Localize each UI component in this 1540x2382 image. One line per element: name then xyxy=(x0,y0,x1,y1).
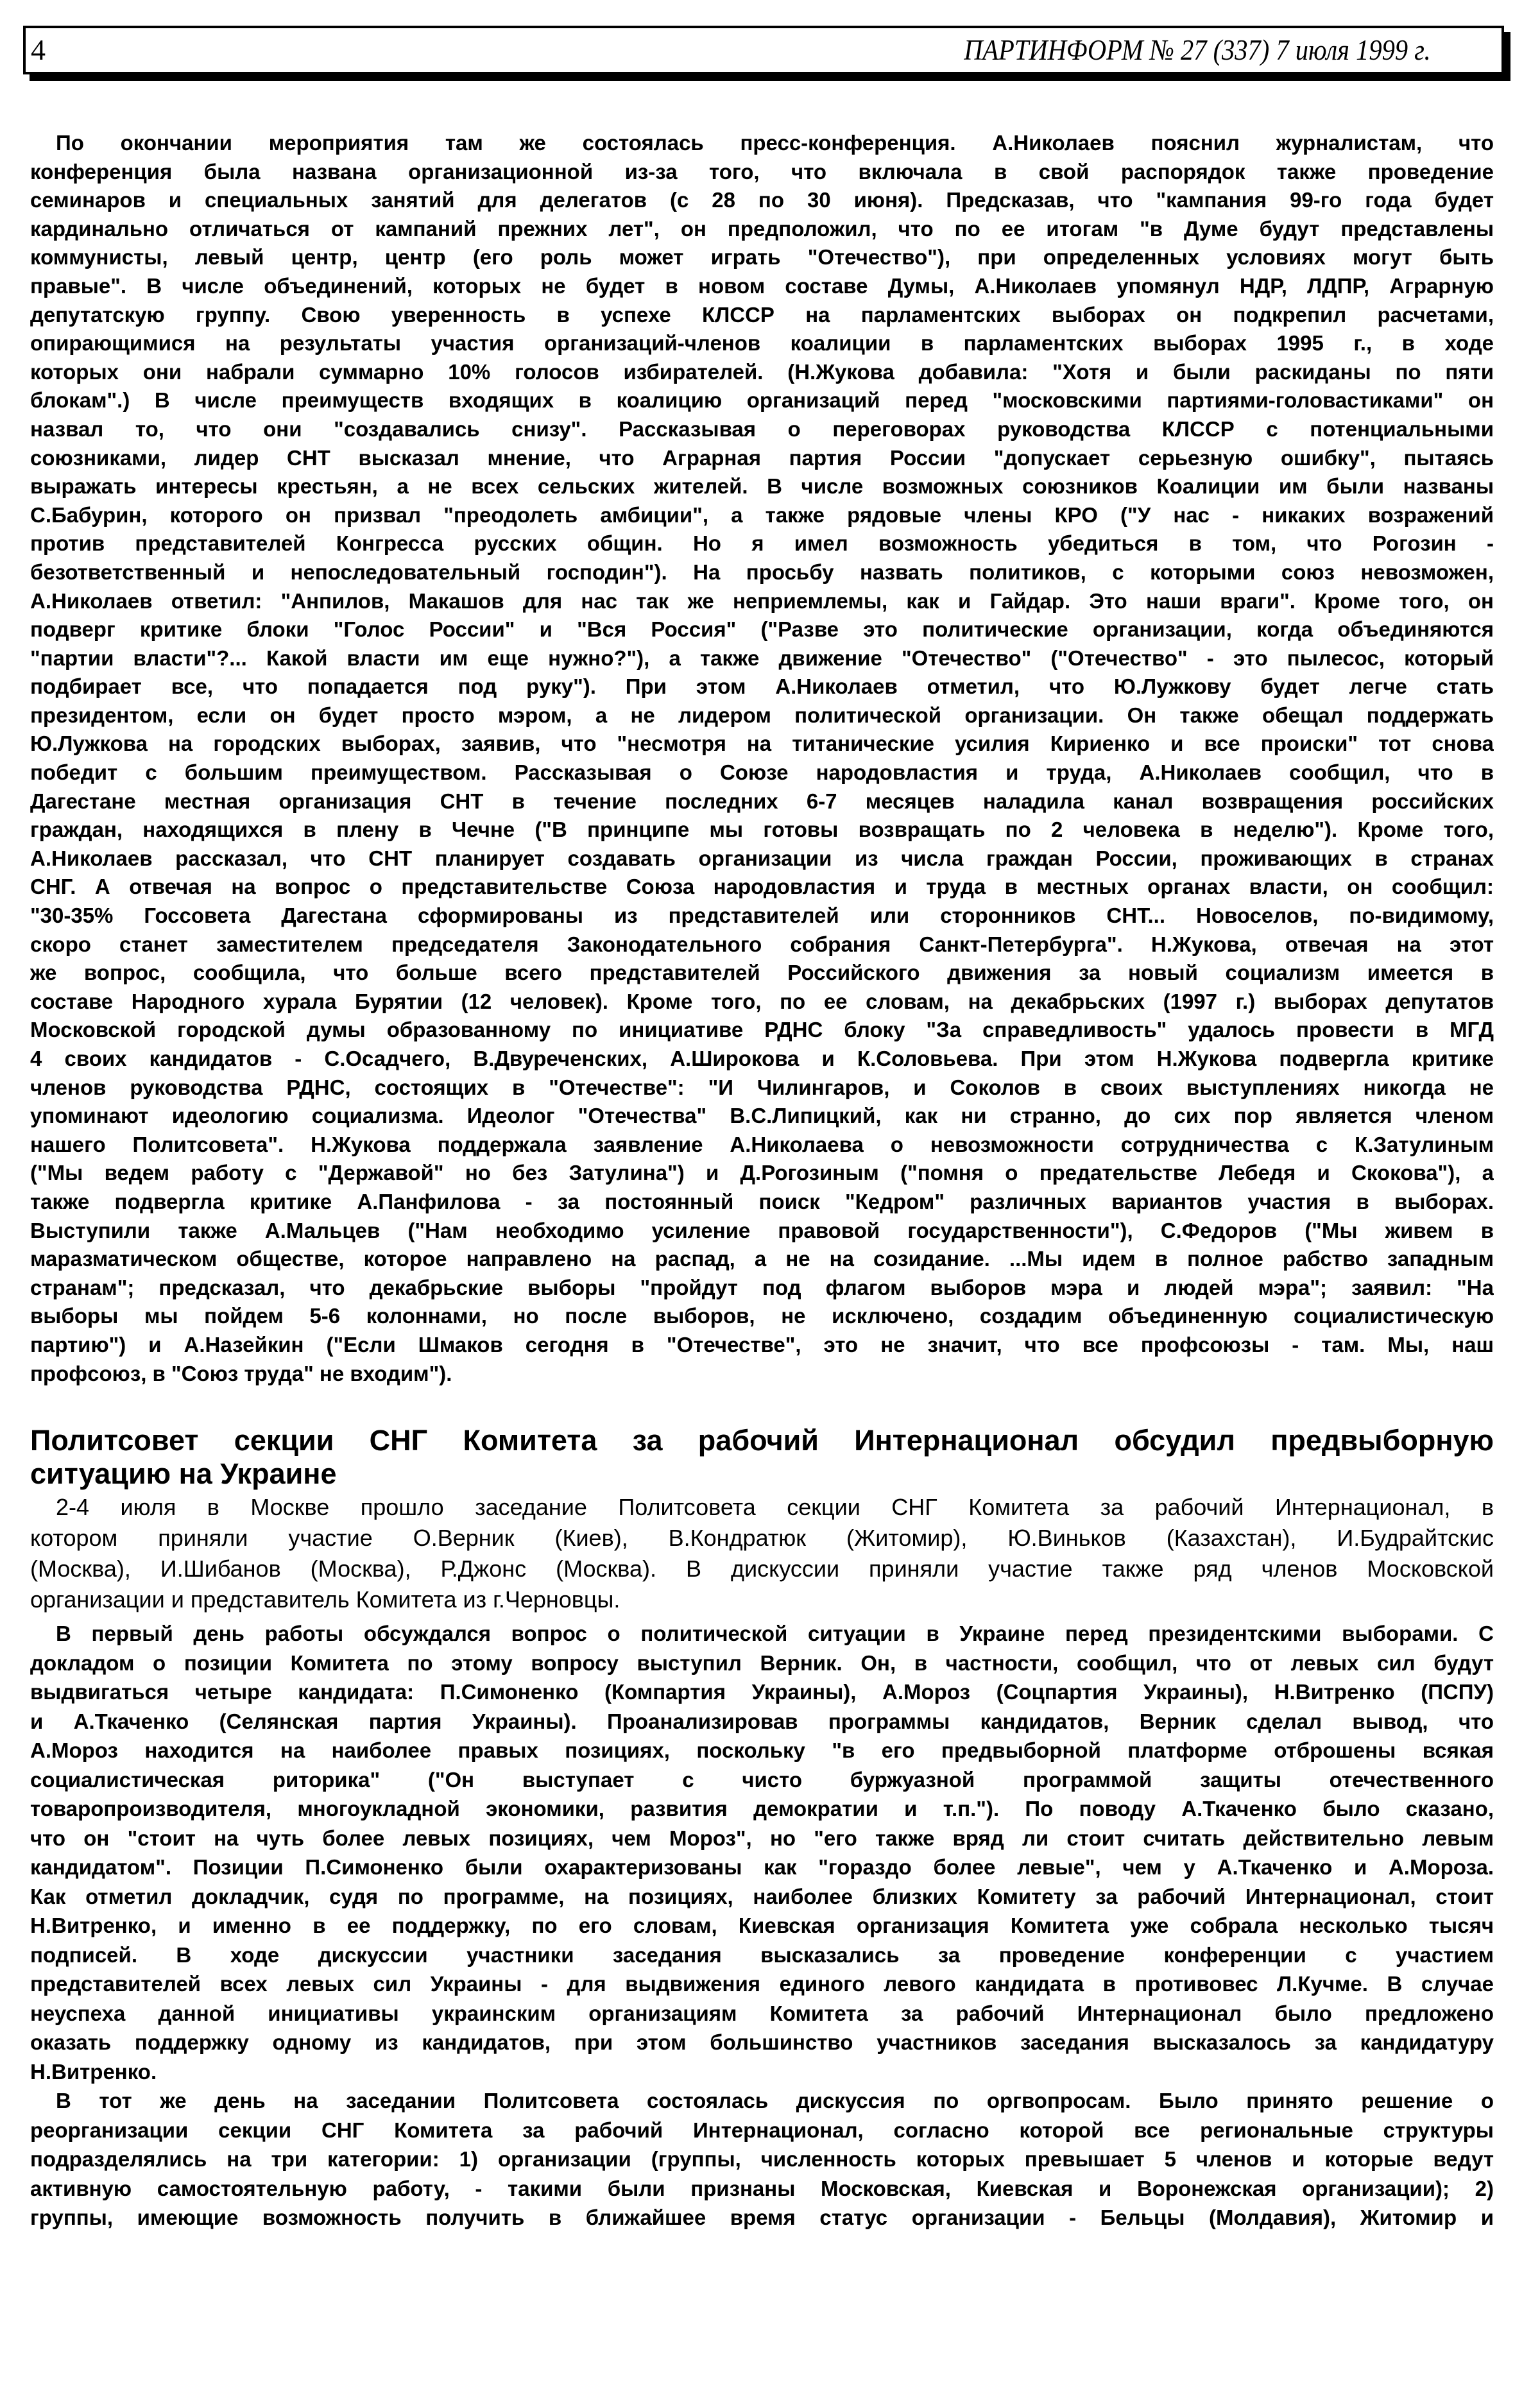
text-line: организации и представитель Комитета из г.Черновцы. xyxy=(30,1586,620,1613)
text-line: депутатскую группу. Свою уверенность в успехе КЛССР на парламентских выборах он подкрепил расчетами, xyxy=(30,302,1494,327)
text-line: коммунисты, левый центр, центр (его роль может играть "Отечество"), при определенных условиях могут быть xyxy=(30,245,1494,270)
text-line: (Москва), И.Шибанов (Москва), Р.Джонс (Москва). В дискуссии приняли участие также ряд членов Московской xyxy=(30,1555,1494,1582)
text-line: Н.Витренко, и именно в ее поддержку, по его словам, Киевская организация Комитета уже собрала несколько тысяч xyxy=(30,1914,1494,1937)
text-line: которых они набрали суммарно 10% голосов избирателей. (Н.Жукова добавила: "Хотя и были раскиданы по пяти xyxy=(30,359,1494,384)
text-line: союзниками, лидер СНТ высказал мнение, что Аграрная партия России "допускает серьезную ошибку", пытаясь xyxy=(30,445,1494,470)
text-line: А.Мороз находится на наиболее правых позициях, поскольку "в его предвыборной платформе отброшены всякая xyxy=(30,1738,1494,1762)
page-header xyxy=(23,26,1504,74)
text-line: подбирает все, что попадается под руку"). При этом А.Николаев отметил, что Ю.Лужкову будет легче стать xyxy=(30,674,1494,699)
text-line: Политсовет секции СНГ Комитета за рабочий Интернационал обсудил предвыборную xyxy=(30,1424,1494,1457)
text-line: подразделялись на три категории: 1) организации (группы, численность которых превышает 5 членов и которые ведут xyxy=(30,2147,1494,2171)
text-line: Ю.Лужкова на городских выборах, заявив, что "несмотря на титанические усилия Кириенко и все происки" тот снова xyxy=(30,732,1494,756)
text-line: А.Николаев рассказал, что СНТ планирует создавать организации из числа граждан России, проживающих в странах xyxy=(30,846,1494,870)
text-line: А.Николаев ответил: "Анпилов, Макашов для нас так же неприемлемы, как и Гайдар. Это наши враги". Кроме того, он xyxy=(30,588,1494,613)
text-line: В первый день работы обсуждался вопрос о политической ситуации в Украине перед президентскими выборами. С xyxy=(56,1622,1494,1645)
text-line: составе Народного хурала Бурятии (12 человек). Кроме того, по ее словам, на декабрьских (1997 г.) выборах депутатов xyxy=(30,989,1494,1013)
text-line: активную самостоятельную работу, - такими были признаны Московская, Киевская и Воронежская организации); 2) xyxy=(30,2176,1494,2200)
text-line: Как отметил докладчик, судя по программе, на позициях, наиболее близких Комитету за рабочий Интернационал, стоит xyxy=(30,1884,1494,1908)
text-line: партию") и А.Назейкин ("Если Шмаков сегодня в "Отечестве", это не значит, что все профсоюзы - там. Мы, наш xyxy=(30,1332,1494,1357)
paragraph xyxy=(30,2086,1494,2232)
text-line: Московской городской думы образованному по инициативе РДНС блоку "За справедливость" удалось провести в МГД xyxy=(30,1018,1494,1042)
text-line: Дагестане местная организация СНТ в течение последних 6-7 месяцев наладила канал возвращения российских xyxy=(30,789,1494,813)
text-line: группы, имеющие возможность получить в ближайшее время статус организации - Бельцы (Молдавия), Житомир и xyxy=(30,2206,1494,2229)
text-line: кардинально отличаться от кампаний прежних лет", он предположил, что по ее итогам "в Думе будут представлены xyxy=(30,216,1494,241)
text-line: подписей. В ходе дискуссии участники заседания высказались за проведение конференции с участием xyxy=(30,1942,1494,1967)
text-line: неуспеха данной инициативы украинским организациям Комитета за рабочий Интернационал было предложено xyxy=(30,2001,1494,2025)
text-line: также подвергла критике А.Панфилова - за постоянный поиск "Кедром" различных вариантов участия в выборах. xyxy=(30,1189,1494,1213)
text-line: конференция была названа организационной из-за того, что включала в свой распорядок также проведение xyxy=(30,159,1494,184)
text-line: правые". В числе объединений, которых не будет в новом составе Думы, А.Николаев упомянул НДР, ЛДПР, Аграрную xyxy=(30,273,1494,298)
text-line: котором приняли участие О.Верник (Киев), В.Кондратюк (Житомир), Ю.Виньков (Казахстан), И.Будрайтскис xyxy=(30,1525,1494,1551)
text-line: По окончании мероприятия там же состоялась пресс-конференция. А.Николаев пояснил журналистам, что xyxy=(56,131,1494,155)
text-line: ситуацию на Украине xyxy=(30,1457,337,1490)
text-line: странам"; предсказал, что декабрьские выборы "пройдут под флагом выборов мэра и людей мэра"; заявил: "На xyxy=(30,1275,1494,1299)
paragraph xyxy=(30,1619,1494,2086)
text-line: кандидатом". Позиции П.Симоненко были охарактеризованы как "гораздо более левые", чем у А.Ткаченко и А.Мороза. xyxy=(30,1855,1494,1879)
text-line: и А.Ткаченко (Селянская партия Украины). Проанализировав программы кандидатов, Верник сделал вывод, что xyxy=(30,1709,1494,1733)
text-line: президентом, если он будет просто мэром, а не лидером политической организации. Он также обещал поддержать xyxy=(30,703,1494,727)
text-line: 4 своих кандидатов - С.Осадчего, В.Двуреченских, А.Широкова и К.Соловьева. При этом Н.Жукова подвергла критике xyxy=(30,1047,1494,1070)
text-line: В тот же день на заседании Политсовета состоялась дискуссия по оргвопросам. Было принято решение о xyxy=(56,2089,1494,2112)
text-line: товаропроизводителя, многоукладной экономики, развития демократии и т.п."). По поводу А.Ткаченко было сказано, xyxy=(30,1797,1494,1821)
text-line: выражать интересы крестьян, а не всех сельских жителей. В числе возможных союзников Коалиции им были названы xyxy=(30,474,1494,499)
text-line: нашего Политсовета". Н.Жукова поддержала заявление А.Николаева о невозможности сотрудничества с К.Затулиным xyxy=(30,1132,1494,1156)
text-line: оказать поддержку одному из кандидатов, при этом большинство участников заседания высказалось за кандидатуру xyxy=(30,2030,1494,2054)
paragraph xyxy=(30,1424,1494,1491)
text-line: СНГ. А отвечая на вопрос о представительстве Союза народовластия и труда в местных органах власти, он сообщил: xyxy=(30,875,1494,899)
text-line: С.Бабурин, которого он призвал "преодолеть амбиции", а также рядовые члены КРО ("У нас - никаких возражений xyxy=(30,502,1494,527)
text-line: выдвигаться четыре кандидата: П.Симоненко (Компартия Украины), А.Мороз (Соцпартия Украины), Н.Витренко (ПСПУ) xyxy=(30,1680,1494,1704)
text-line: подверг критике блоки "Голос России" и "Вся Россия" ("Разве это политические организации, когда объединяются xyxy=(30,617,1494,642)
text-line: "30-35% Госсовета Дагестана сформированы из представителей или сторонников СНТ... Новоселов, по-видимому, xyxy=(30,904,1494,928)
text-line: скоро станет заместителем председателя Законодательного собрания Санкт-Петербурга". Н.Жукова, отвечая на этот xyxy=(30,932,1494,956)
text-line: граждан, находящихся в плену в Чечне ("В принципе мы готовы возвращать по 2 человека в неделю"). Кроме того, xyxy=(30,818,1494,842)
text-line: Н.Витренко. xyxy=(30,2059,157,2084)
article-body xyxy=(30,1619,1494,2232)
text-line: упоминают идеологию социализма. Идеолог "Отечества" В.С.Липицкий, как ни странно, до сих пор является членом xyxy=(30,1104,1494,1128)
text-line: опирающимися на результаты участия организаций-членов коалиции в парламентских выборах 1995 г., в ходе xyxy=(30,331,1494,356)
text-line: же вопрос, сообщила, что больше всего представителей Российского движения за новый социализм имеется в xyxy=(30,961,1494,985)
paragraph xyxy=(30,1492,1494,1615)
text-line: что он "стоит на чуть более левых позициях, чем Мороз", но "его также вряд ли стоит считать действительно левым xyxy=(30,1826,1494,1850)
issue-title: ПАРТИНФОРМ № 27 (337) 7 июля 1999 г. xyxy=(964,33,1431,66)
text-line: членов руководства РДНС, состоящих в "Отечестве": "И Чилингаров, и Соколов в своих выступлениях никогда не xyxy=(30,1075,1494,1099)
text-line: против представителей Конгресса русских общин. Но я имел возможность убедиться в том, что Рогозин - xyxy=(30,531,1494,556)
press-conference-article xyxy=(30,129,1494,1388)
text-line: социалистическая риторика" ("Он выступает с чисто буржуазной программой защиты отечественного xyxy=(30,1767,1494,1792)
text-line: 2-4 июля в Москве прошло заседание Политсовета секции СНГ Комитета за рабочий Интернационал, в xyxy=(56,1494,1494,1520)
text-line: представителей всех левых сил Украины - для выдвижения единого левого кандидата в противовес Л.Кучме. В случае xyxy=(30,1972,1494,1996)
text-line: победит с большим преимуществом. Рассказывая о Союзе народовластия и труда, А.Николаев сообщил, что в xyxy=(30,760,1494,785)
text-line: профсоюз, в "Союз труда" не входим"). xyxy=(30,1361,452,1385)
text-line: Выступили также А.Мальцев ("Нам необходимо усиление правовой государственности"), С.Федоров ("Мы живем в xyxy=(30,1218,1494,1242)
text-line: назвал то, что они "создавались снизу". Рассказывая о переговорах руководства КЛССР с потенциальными xyxy=(30,416,1494,441)
text-line: реорганизации секции СНГ Комитета за рабочий Интернационал, согласно которой все региональные структуры xyxy=(30,2118,1494,2142)
text-line: маразматическом обществе, которое направлено на распад, а не на созидание. ...Мы идем в полное рабство западным xyxy=(30,1247,1494,1271)
page-number: 4 xyxy=(31,33,46,66)
text-line: докладом о позиции Комитета по этому вопросу выступил Верник. Он, в частности, сообщил, что от левых сил будут xyxy=(30,1650,1494,1675)
article-intro xyxy=(30,1492,1494,1615)
text-line: семинаров и специальных занятий для делегатов (с 28 по 30 июня). Предсказав, что "кампания 99-го года будет xyxy=(30,188,1494,212)
text-line: ("Мы ведем работу с "Державой" но без Затулина") и Д.Рогозиным ("помня о предательстве Лебедя и Скокова"), а xyxy=(30,1161,1494,1185)
text-line: блокам".) В числе преимуществ входящих в коалицию организаций перед "московскими партиями-головастиками" он xyxy=(30,388,1494,413)
text-line: "партии власти"?... Какой власти им еще нужно?"), а также движение "Отечество" ("Отечество" - это пылесос, который xyxy=(30,646,1494,670)
text-line: выборы мы пойдем 5-6 колоннами, но после выборов, не исключено, создадим объединенную социалистическую xyxy=(30,1304,1494,1328)
paragraph xyxy=(30,129,1494,1388)
text-line: безответственный и непоследовательный господин"). На просьбу назвать политиков, с которыми союз невозможен, xyxy=(30,560,1494,584)
article-heading xyxy=(30,1424,1494,1491)
